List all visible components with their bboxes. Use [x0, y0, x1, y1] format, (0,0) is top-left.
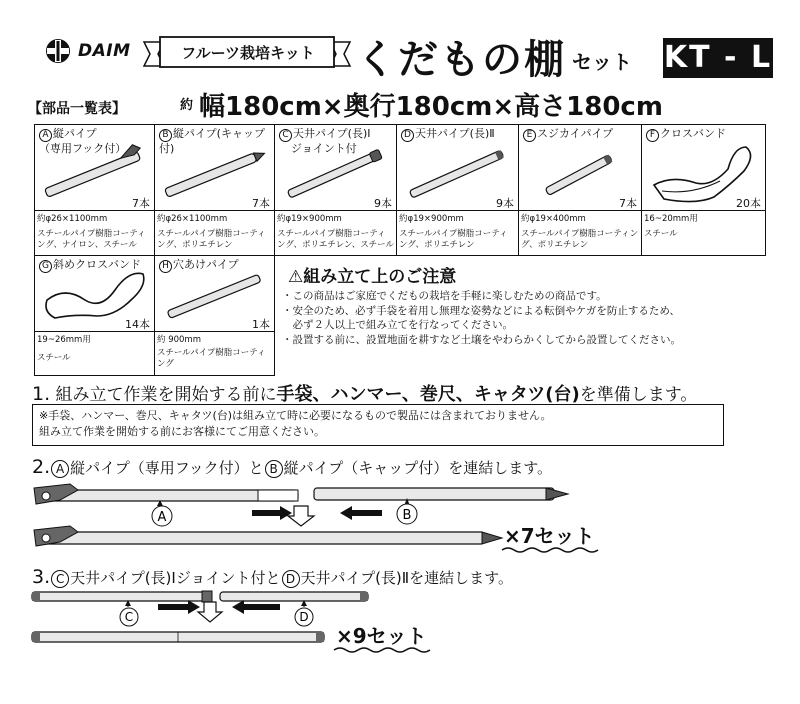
part-spec: 約φ26×1100mm	[37, 214, 108, 224]
caution-line: ・安全のため、必ず手袋を着用し無理な姿勢などによる転倒やケガを防止するため、	[282, 304, 680, 317]
pipe-b-drawing	[314, 488, 568, 500]
step-number: 3.	[32, 566, 51, 588]
step-number: 2.	[32, 456, 51, 478]
part-cell-e	[518, 124, 642, 256]
step-tools: 手袋、ハンマー、巻尺、キャタツ(台)	[276, 384, 580, 405]
caution-list	[282, 289, 772, 347]
dimensions-value: 幅180cm×奥行180cm×高さ180cm	[199, 92, 663, 122]
part-spec: 約φ19×400mm	[521, 214, 586, 224]
part-name: クロスバンド	[660, 127, 726, 140]
part-qty: 9本	[496, 197, 514, 210]
part-cell-d	[396, 124, 519, 256]
part-cell-h	[154, 255, 275, 376]
pipe-a-drawing	[34, 484, 298, 504]
part-letter: B	[159, 129, 172, 142]
part-qty: 9本	[374, 197, 392, 210]
part-spec: 約φ19×900mm	[399, 214, 464, 224]
set-count-9: ×9セット	[336, 624, 427, 648]
part-qty: 14本	[125, 318, 150, 331]
part-qty: 7本	[132, 197, 150, 210]
part-spec: 約φ19×900mm	[277, 214, 342, 224]
step-text: 縦パイプ（キャップ付）を連結します。	[283, 459, 553, 477]
caution-line: ・設置する前に、設置地面を耕すなど土壌をやわらかくしてから設置してください。	[282, 333, 681, 346]
diagram-label-b: B	[402, 508, 412, 523]
joined-pipe-drawing	[34, 526, 502, 546]
part-letter: C	[279, 129, 292, 142]
pipe-c-drawing	[32, 591, 212, 602]
part-spec: 19~26mm用	[37, 335, 91, 345]
part-qty: 1本	[252, 318, 270, 331]
part-spec: 約 900mm	[157, 335, 201, 345]
part-material: スチールパイプ樹脂コーティング、ナイロン、スチール	[37, 229, 146, 250]
part-spec: 16~20mm用	[644, 214, 698, 224]
part-letter: D	[282, 570, 300, 588]
dimensions-prefix: 約	[180, 98, 194, 113]
step-text: 天井パイプ(長)Ⅱを連結します。	[300, 569, 513, 587]
step-text-end: を準備します。	[579, 385, 698, 405]
step-text: 組み立て作業を開始する前に	[55, 385, 277, 405]
model-badge: KT - L	[663, 38, 773, 78]
wavy-underline	[500, 546, 604, 554]
set-count-7: ×7セット	[504, 524, 595, 548]
part-material: スチールパイプ樹脂コーティング、ポリエチレン、スチール	[277, 229, 394, 250]
part-letter: C	[51, 570, 69, 588]
part-name: 縦パイプ	[53, 127, 97, 140]
note-box	[32, 404, 724, 446]
part-cell-a	[34, 124, 155, 256]
part-cell-c	[274, 124, 397, 256]
part-spec: 約φ26×1100mm	[157, 214, 228, 224]
part-material: スチールパイプ樹脂コーティング、ポリエチレン	[157, 229, 266, 250]
page-title: くだもの棚	[356, 37, 566, 83]
step-number: 1.	[32, 383, 51, 405]
brand-name: DAIM	[78, 41, 131, 61]
part-name-sub: （専用フック付）	[39, 142, 127, 155]
step-3	[32, 566, 513, 588]
part-name: 天井パイプ(長)Ⅱ	[415, 127, 495, 140]
pipe-d-drawing	[220, 592, 368, 601]
part-name: 縦パイプ(キャップ付)	[159, 127, 265, 155]
part-letter: H	[159, 260, 172, 273]
part-name-sub: ジョイント付	[291, 142, 357, 155]
joined-pipe-drawing	[32, 632, 324, 642]
part-qty: 20本	[736, 197, 761, 210]
part-qty: 7本	[619, 197, 637, 210]
join-arrows	[252, 506, 382, 526]
part-letter: D	[401, 129, 414, 142]
parts-heading: 【部品一覧表】	[28, 101, 126, 117]
brand-logo-icon	[44, 37, 72, 65]
step-text: 天井パイプ(長)Ⅰジョイント付と	[70, 569, 281, 587]
part-cell-f	[641, 124, 766, 256]
part-cell-g	[34, 255, 155, 376]
diagram-label-c: C	[124, 610, 134, 624]
dimensions	[180, 86, 663, 123]
part-name: スジカイパイプ	[537, 127, 614, 140]
part-material: スチールパイプ樹脂コーティング	[157, 348, 266, 369]
part-letter: A	[39, 129, 52, 142]
step-1	[32, 380, 697, 406]
caution-title: ⚠組み立て上のご注意	[288, 267, 457, 287]
brand-logo	[44, 36, 131, 66]
part-material: スチールパイプ樹脂コーティング、ポリエチレン	[521, 229, 639, 250]
diagram-label-d: D	[299, 610, 309, 624]
caution-line: 必ず２人以上で組み立てを行なってください。	[282, 319, 513, 331]
part-material: スチール	[37, 353, 71, 363]
part-letter: A	[51, 460, 69, 478]
step-2	[32, 456, 552, 478]
part-cell-b	[154, 124, 275, 256]
step-text: 縦パイプ（専用フック付）と	[70, 459, 264, 477]
diagram-label-a: A	[157, 510, 167, 525]
part-letter: F	[646, 129, 659, 142]
title-set-word: セット	[572, 50, 632, 74]
part-qty: 7本	[252, 197, 270, 210]
part-name: 穴あけパイプ	[173, 258, 239, 271]
ribbon-text: フルーツ栽培キット	[181, 44, 315, 62]
part-letter: B	[265, 460, 283, 478]
note-line: 組み立て作業を開始する前にお客様にてご用意ください。	[39, 425, 325, 438]
part-letter: E	[523, 129, 536, 142]
part-material: スチール	[644, 229, 678, 239]
note-line: ※手袋、ハンマー、巻尺、キャタツ(台)は組み立て時に必要になるもので製品には含まれておりません。	[39, 409, 552, 422]
wavy-underline	[332, 646, 436, 654]
caution-line: ・この商品はご家庭でくだもの栽培を手軽に楽しむための商品です。	[282, 290, 607, 302]
part-letter: G	[39, 260, 52, 273]
part-material: スチールパイプ樹脂コーティング、ポリエチレン	[399, 229, 508, 250]
part-name: 天井パイプ(長)Ⅰ	[293, 127, 371, 140]
part-name: 斜めクロスバンド	[53, 258, 141, 271]
